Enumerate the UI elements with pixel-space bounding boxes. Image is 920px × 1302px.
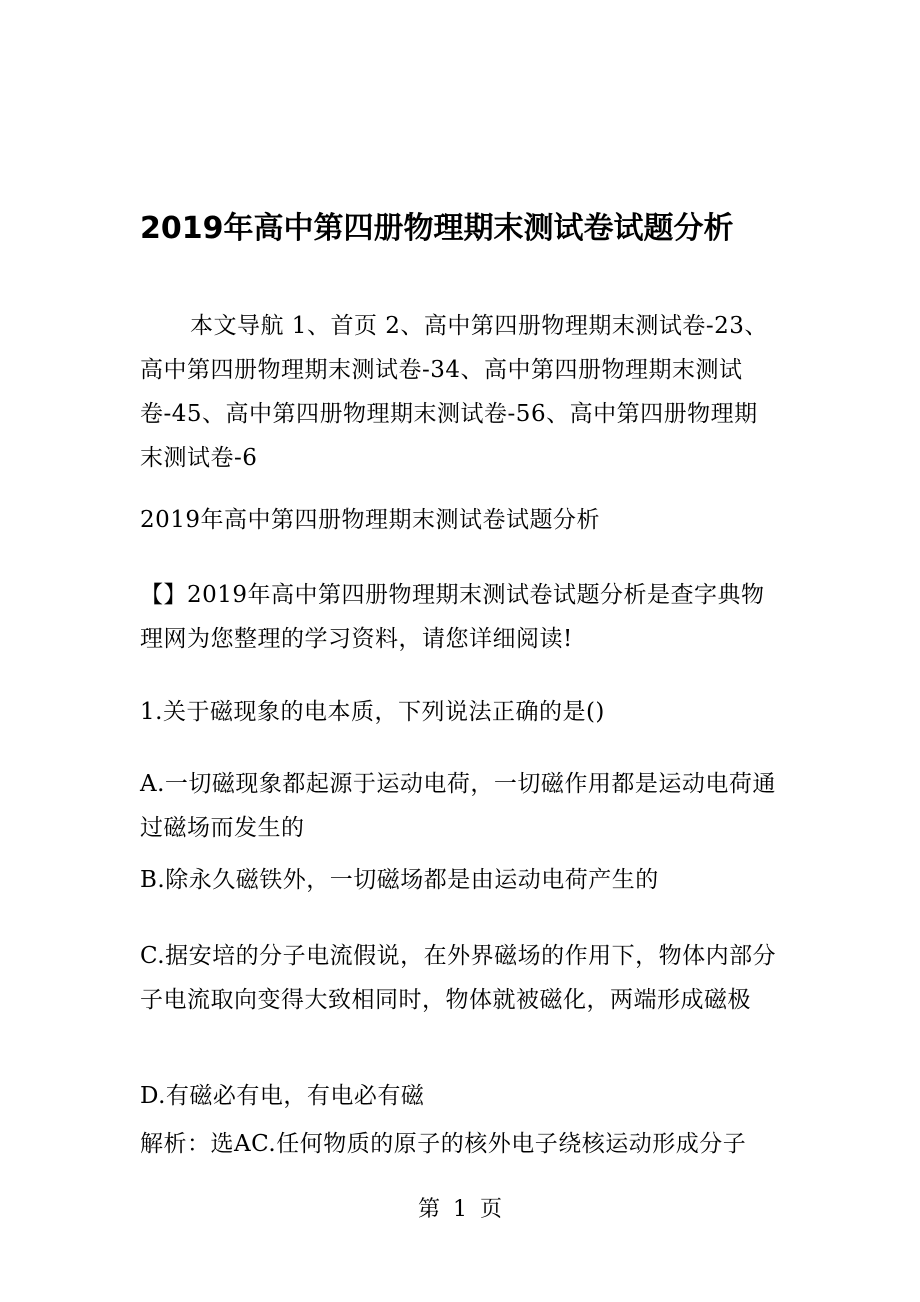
option-c: C.据安培的分子电流假说，在外界磁场的作用下，物体内部分子电流取向变得大致相同时，物体就被磁化，两端形成磁极 — [140, 943, 777, 1013]
page-number: 第 1 页 — [418, 1197, 502, 1222]
option-d: D.有磁必有电，有电必有磁 — [140, 1083, 425, 1109]
document-title: 2019年高中第四册物理期末测试卷试题分析 — [140, 211, 734, 246]
question-1: 1.关于磁现象的电本质，下列说法正确的是() — [140, 699, 605, 725]
analysis-paragraph: 解析：选AC.任何物质的原子的核外电子绕核运动形成分子 — [140, 1131, 747, 1157]
option-b: B.除永久磁铁外，一切磁场都是由运动电荷产生的 — [140, 867, 659, 893]
intro-paragraph: 【】2019年高中第四册物理期末测试卷试题分析是查字典物理网为您整理的学习资料，请您详细阅读! — [140, 582, 765, 652]
document-subtitle: 2019年高中第四册物理期末测试卷试题分析 — [140, 507, 601, 533]
option-a: A.一切磁现象都起源于运动电荷，一切磁作用都是运动电荷通过磁场而发生的 — [140, 771, 776, 841]
navigation-paragraph: 本文导航 1、首页 2、高中第四册物理期末测试卷-23、高中第四册物理期末测试卷-34、高中第四册物理期末测试卷-45、高中第四册物理期末测试卷-56、高中第四册物理期末测试卷-6 — [140, 313, 768, 471]
